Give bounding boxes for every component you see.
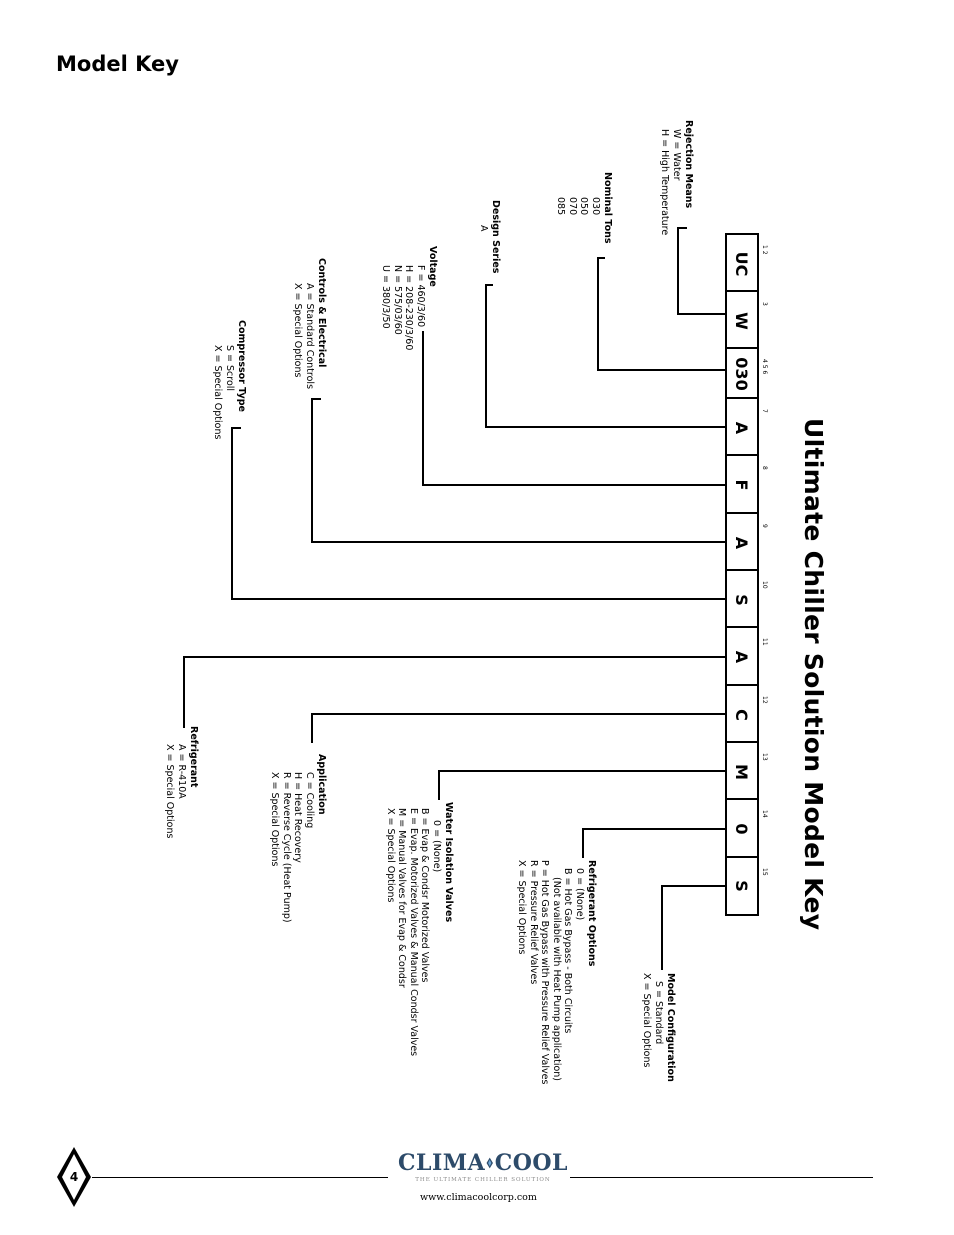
group-voltage: Voltage F = 460/3/60 H = 208-230/3/60 N = 575/03/60 U = 380/3/50 <box>380 246 438 351</box>
group-compressor-type: Compressor Type S = Scroll X = Special Options <box>212 320 247 440</box>
climacool-logo <box>398 1150 568 1190</box>
logo-tagline: THE ULTIMATE CHILLER SOLUTION <box>415 1177 551 1183</box>
page-heading: Model Key <box>56 52 179 76</box>
model-code-position: 1 2 <box>761 245 768 255</box>
model-code-position: 13 <box>761 753 768 761</box>
page-number-diamond <box>56 1146 92 1208</box>
model-code-position: 11 <box>761 638 768 646</box>
footer-rule-left <box>92 1177 388 1178</box>
logo-diamond-icon <box>486 1152 493 1174</box>
footer-rule-right <box>570 1177 873 1178</box>
model-code-value: A <box>732 650 751 664</box>
model-code-value: W <box>732 311 751 330</box>
model-code-position: 12 <box>761 696 768 704</box>
diagram-title: Ultimate Chiller Solution Model Key <box>799 418 828 931</box>
model-code-value: S <box>732 593 751 606</box>
model-code-value: UC <box>732 251 751 276</box>
model-code-position: 15 <box>761 868 768 876</box>
model-code-value: C <box>732 708 751 721</box>
group-refrigerant: Refrigerant A = R-410A X = Special Options <box>164 726 199 839</box>
model-code-position: 8 <box>761 466 768 470</box>
logo-text-left: CLIMA <box>398 1150 486 1176</box>
model-code-position: 4 5 6 <box>761 359 768 375</box>
group-application: Application C = Cooling H = Heat Recovery R = Reverse Cycle (Heat Pump) X = Special Options <box>269 754 327 923</box>
model-code-value: M <box>732 763 751 780</box>
logo-text-right: COOL <box>494 1150 568 1176</box>
page-number: 4 <box>69 1170 79 1184</box>
model-code-value: 030 <box>732 357 751 391</box>
group-controls-electrical: Controls & Electrical A = Standard Controls X = Special Options <box>292 258 327 390</box>
model-code-position: 3 <box>761 302 768 306</box>
model-code-value: F <box>732 479 751 491</box>
model-code-value: S <box>732 880 751 892</box>
group-nominal-tons: Nominal Tons 030 050 070 085 <box>555 172 613 244</box>
website-link[interactable]: www.climacoolcorp.com <box>420 1192 537 1203</box>
group-rejection-means: Rejection Means W = Water H = High Temperature <box>659 120 694 236</box>
group-design-series: Design Series A <box>478 200 501 274</box>
model-code-position: 9 <box>761 524 768 528</box>
group-refrigerant-options: Refrigerant Options 0 = (None) B = Hot Gas Bypass - Both Circuits (Not available with Heat Pump application) P = Hot Gas Bypass with Pressure Relief Valves R = Pressure Relief Valves X = Special Options <box>516 860 597 1085</box>
group-water-isolation-valves: Water Isolation Valves 0 = (None) B = Evap & Condsr Motorized Valves E = Evap. Motorized Valves & Manual Condsr Valves M = Manual Valves for Evap & Condsr X = Special Options <box>385 802 454 1057</box>
model-code-value: A <box>732 421 751 434</box>
model-code-position: 14 <box>761 810 768 818</box>
model-code-value: A <box>732 536 751 549</box>
group-model-configuration: Model Configuration S = Standard X = Special Options <box>641 973 676 1082</box>
model-code-position: 7 <box>761 409 768 413</box>
model-code-position: 10 <box>761 581 768 589</box>
model-code-value: 0 <box>732 823 751 835</box>
